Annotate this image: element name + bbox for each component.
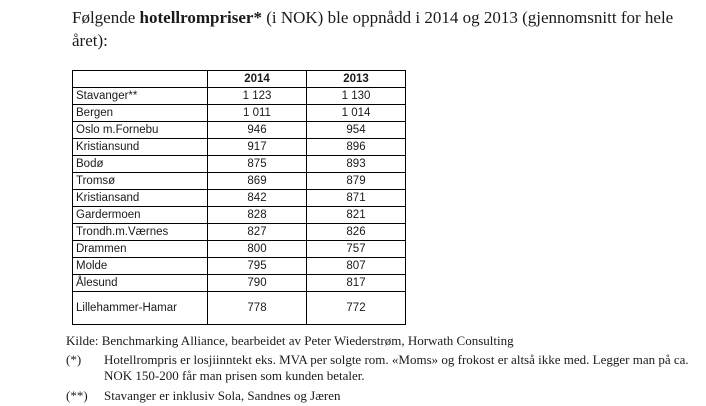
header-city: [73, 71, 208, 88]
table-row: [73, 139, 406, 156]
intro-text-after: (i NOK) ble oppnådd i 2014 og 2013 (gjennomsnitt for hele året):: [72, 8, 674, 50]
value-2014: 946: [208, 122, 307, 139]
table-row: [73, 122, 406, 139]
source-text: Kilde: Benchmarking Alliance, bearbeidet av Peter Wiederstrøm, Horwath Consulting: [66, 333, 514, 348]
footnote-2: [66, 388, 702, 404]
footnote-1: [66, 352, 702, 384]
value-2013: 807: [307, 258, 406, 275]
table-header-row: [73, 71, 406, 88]
value-2014: 1 011: [208, 105, 307, 122]
footnote-2-text: Stavanger er inklusiv Sola, Sandnes og Jæren: [104, 388, 341, 403]
value-2013: 772: [307, 292, 406, 325]
table-row: [73, 292, 406, 325]
city-cell: Kristiansand: [73, 190, 208, 207]
value-2014: 917: [208, 139, 307, 156]
city-cell: Oslo m.Fornebu: [73, 122, 208, 139]
value-2013: 1 130: [307, 88, 406, 105]
value-2013: 879: [307, 173, 406, 190]
city-cell: Trondh.m.Værnes: [73, 224, 208, 241]
table-row: [73, 275, 406, 292]
city-cell: Molde: [73, 258, 208, 275]
value-2013: 821: [307, 207, 406, 224]
value-2014: 828: [208, 207, 307, 224]
table-row: [73, 224, 406, 241]
city-cell: Bergen: [73, 105, 208, 122]
value-2014: 790: [208, 275, 307, 292]
value-2013: 757: [307, 241, 406, 258]
footnote-1-text: Hotellrompris er losjiinntekt eks. MVA per solgte rom. «Moms» og frokost er altså ikke med. Legger man på ca. NOK 150-200 får man prisen som kunden betaler.: [104, 352, 689, 383]
value-2013: 817: [307, 275, 406, 292]
header-2013: 2013: [307, 71, 406, 88]
value-2013: 954: [307, 122, 406, 139]
footnote-1-marker: (*): [66, 352, 82, 367]
value-2014: 827: [208, 224, 307, 241]
value-2014: 795: [208, 258, 307, 275]
city-cell: Kristiansund: [73, 139, 208, 156]
city-cell: Lillehammer-Hamar: [73, 292, 208, 325]
value-2013: 1 014: [307, 105, 406, 122]
table-row: [73, 173, 406, 190]
value-2013: 871: [307, 190, 406, 207]
intro-text-before: Følgende: [72, 8, 140, 27]
intro-bold-term: hotellrompriser*: [139, 8, 262, 27]
intro-paragraph: [72, 6, 702, 52]
value-2014: 778: [208, 292, 307, 325]
city-cell: Drammen: [73, 241, 208, 258]
table-row: [73, 156, 406, 173]
table-row: [73, 258, 406, 275]
table-row: [73, 190, 406, 207]
header-2014: 2014: [208, 71, 307, 88]
city-cell: Bodø: [73, 156, 208, 173]
value-2014: 800: [208, 241, 307, 258]
table-row: [73, 88, 406, 105]
value-2013: 826: [307, 224, 406, 241]
table-row: [73, 241, 406, 258]
table-row: [73, 207, 406, 224]
city-cell: Ålesund: [73, 275, 208, 292]
city-cell: Tromsø: [73, 173, 208, 190]
source-note: [66, 333, 702, 349]
hotel-price-table: [72, 70, 406, 325]
table-row: [73, 105, 406, 122]
value-2014: 842: [208, 190, 307, 207]
value-2013: 893: [307, 156, 406, 173]
value-2013: 896: [307, 139, 406, 156]
value-2014: 875: [208, 156, 307, 173]
value-2014: 1 123: [208, 88, 307, 105]
city-cell: Stavanger**: [73, 88, 208, 105]
city-cell: Gardermoen: [73, 207, 208, 224]
footnote-2-marker: (**): [66, 388, 88, 403]
value-2014: 869: [208, 173, 307, 190]
